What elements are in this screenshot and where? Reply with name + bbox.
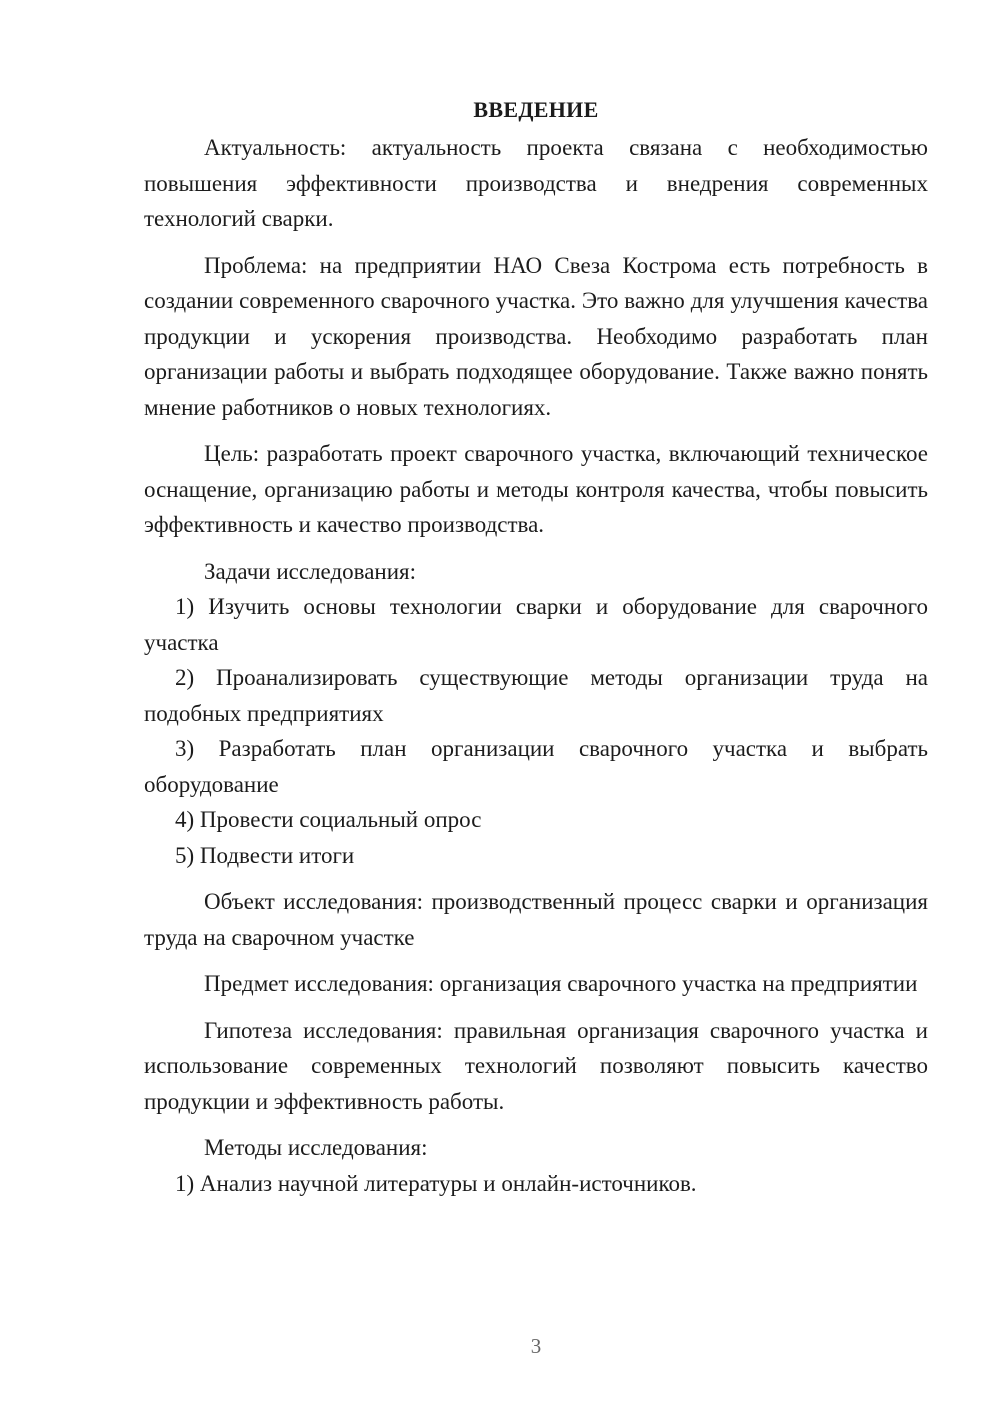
method-item: 1) Анализ научной литературы и онлайн-источников.: [175, 1170, 697, 1196]
task-item: 5) Подвести итоги: [175, 842, 355, 868]
task-item: 3) Разработать план организации сварочного участка и выбрать оборудование: [144, 736, 928, 797]
task-item: 1) Изучить основы технологии сварки и оборудование для сварочного участка: [144, 594, 928, 655]
relevance-paragraph: Актуальность: актуальность проекта связана с необходимостью повышения эффективности производства и внедрения современных технологий сварки.: [144, 135, 928, 231]
problem-paragraph: Проблема: на предприятии НАО Свеза Кострома есть потребность в создании современного сварочного участка. Это важно для улучшения качества продукции и ускорения производства. Необходимо разработать план организации работы и выбрать подходящее оборудование. Также важно понять мнение работников о новых технологиях.: [144, 252, 928, 420]
page-content: [144, 92, 928, 1201]
methods-title: Методы исследования:: [204, 1135, 428, 1160]
page-number: 3: [530, 1334, 542, 1358]
task-item: 4) Провести социальный опрос: [175, 807, 482, 832]
goal-paragraph: Цель: разработать проект сварочного участка, включающий техническое оснащение, организацию работы и методы контроля качества, чтобы повысить эффективность и качество производства.: [144, 441, 928, 537]
task-item: 2) Проанализировать существующие методы организации труда на подобных предприятиях: [144, 665, 928, 726]
page-heading: ВВЕДЕНИЕ: [473, 97, 599, 122]
object-paragraph: Объект исследования: производственный процесс сварки и организация труда на сварочном участке: [144, 889, 928, 950]
tasks-title: Задачи исследования:: [204, 558, 417, 584]
subject-paragraph: Предмет исследования: организация сварочного участка на предприятии: [204, 971, 918, 996]
hypothesis-paragraph: Гипотеза исследования: правильная организация сварочного участка и использование современных технологий позволяют повысить качество продукции и эффективность работы.: [144, 1017, 928, 1114]
